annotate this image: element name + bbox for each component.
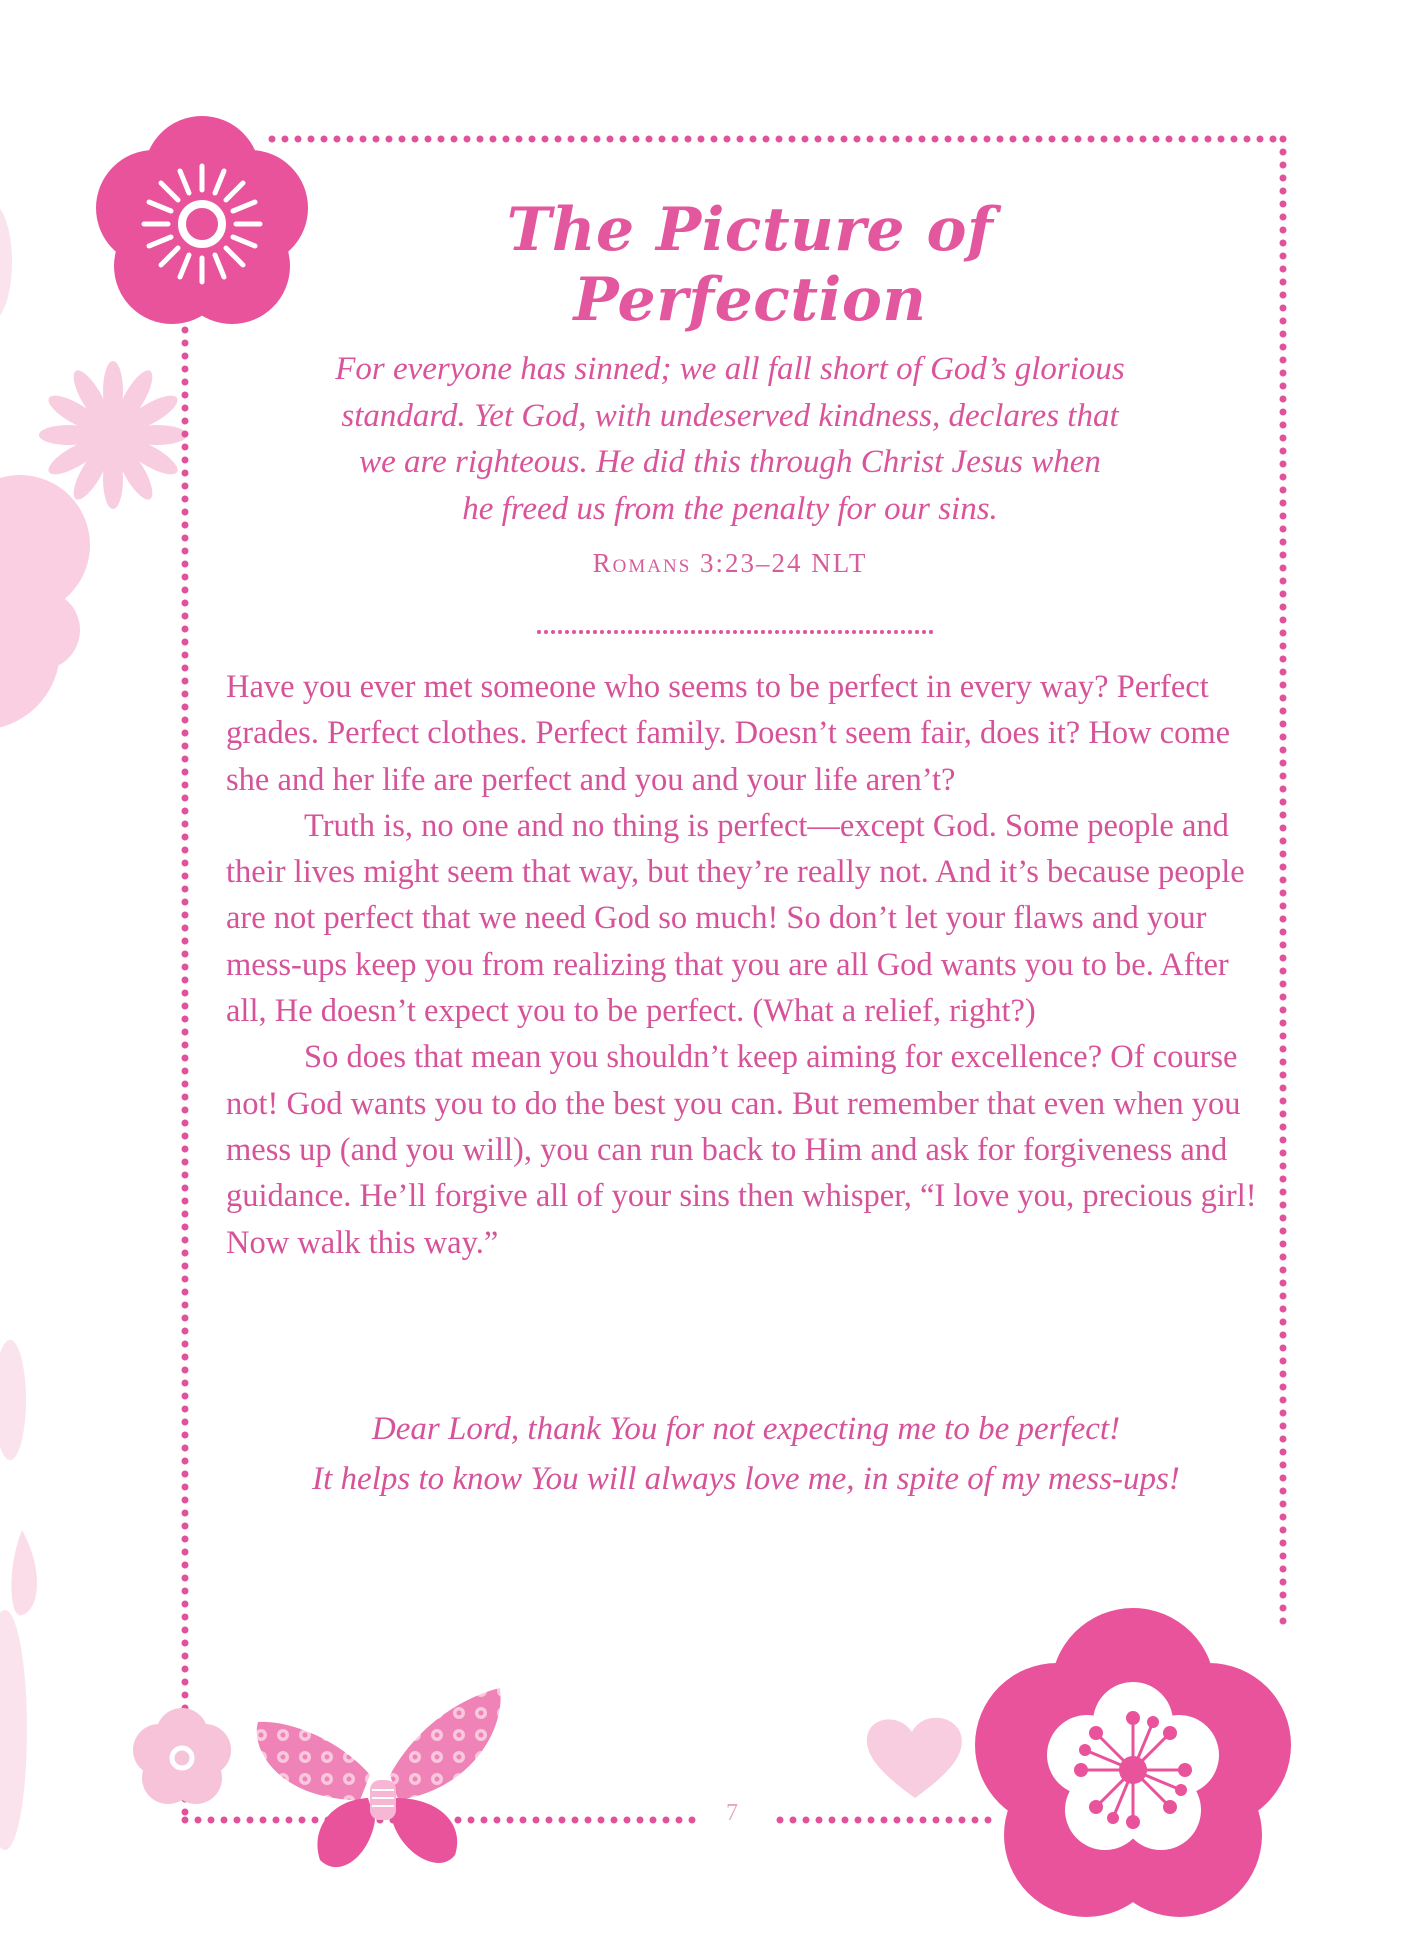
verse-line: For everyone has sinned; we all fall short of God’s glorious — [335, 351, 1125, 387]
page-number: 7 — [726, 1800, 738, 1826]
blossom-flower-icon — [968, 1605, 1298, 1935]
scripture-verse — [230, 346, 1230, 532]
prayer-line: Dear Lord, thank You for not expecting me to be perfect! — [371, 1411, 1121, 1447]
body-paragraph: So does that mean you shouldn’t keep aiming for excellence? Of course not! God wants you to do the best you can. But remember that even when you mess up (and you will), you can run back to Him and ask for forgiveness and guidance. He’ll forgive all of your sins then whisper, “I love you, precious girl! Now walk this way.” — [226, 1039, 1257, 1261]
page-title: The Picture of Perfection — [506, 195, 994, 335]
verse-line: he freed us from the penalty for our sins. — [462, 490, 998, 527]
butterfly-icon — [250, 1680, 510, 1880]
heart-icon — [860, 1708, 970, 1808]
body-paragraph: Truth is, no one and no thing is perfect—except God. Some people and their lives might seem that way, but they’re really not. And it’s because people are not perfect that we need God so much! So don’t let your flaws and your mess-ups keep you from realizing that you are all God wants you to be. After all, He doesn’t expect you to be perfect. (What a relief, right?) — [226, 807, 1245, 1030]
verse-line: standard. Yet God, with undeserved kindness, declares that — [341, 397, 1119, 434]
verse-reference: Romans 3:23–24 NLT — [592, 548, 868, 578]
prayer — [226, 1404, 1266, 1504]
body-paragraph: Have you ever met someone who seems to be perfect in every way? Perfect grades. Perfect clothes. Perfect family. Doesn’t seem fair, does it? How come she and her life are perfect and you and your life aren’t? — [226, 669, 1231, 798]
prayer-line: It helps to know You will always love me, in spite of my mess-ups! — [312, 1461, 1180, 1497]
small-flower-icon — [122, 1698, 242, 1818]
flower-sun-icon — [82, 104, 322, 344]
verse-line: we are righteous. He did this through Christ Jesus when — [359, 444, 1101, 480]
devotional-body — [226, 664, 1266, 1266]
